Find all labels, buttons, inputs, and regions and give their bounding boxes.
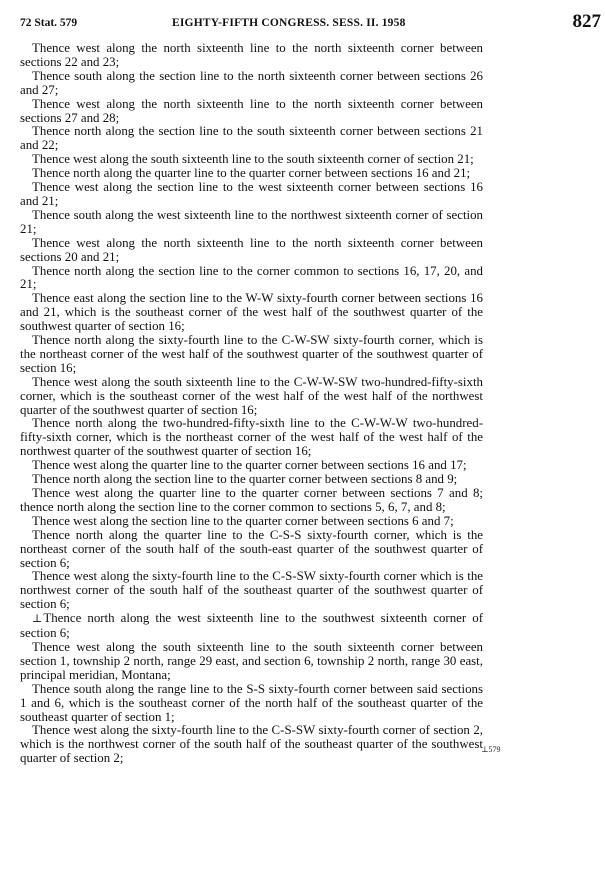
paragraph: Thence west along the section line to the west sixteenth corner between sections 16 and 21;	[20, 180, 483, 208]
page-break-marker: ⊥	[32, 613, 43, 626]
paragraph: Thence west along the quarter line to the quarter corner between sections 16 and 17;	[32, 458, 467, 473]
statute-reference: 72 Stat. 579	[20, 17, 78, 29]
margin-page-reference: ⊥579	[481, 745, 501, 754]
paragraph: Thence east along the section line to the W-W sixty-fourth corner between sections 16 and 21, which is the southeast corner of the west half of the southwest quarter of the southwest quarter of section 16;	[20, 291, 483, 334]
paragraph: Thence north along the section line to the quarter corner between sections 8 and 9;	[32, 472, 458, 487]
paragraph: Thence west along the north sixteenth line to the north sixteenth corner between sections 22 and 23;	[20, 41, 483, 69]
paragraph: Thence west along the quarter line to the quarter corner between sections 7 and 8; thence north along the section line to the corner common to sections 5, 6, 7, and 8;	[20, 486, 483, 514]
paragraph: Thence north along the quarter line to the quarter corner between sections 16 and 21;	[32, 166, 471, 181]
paragraph: Thence north along the section line to the south sixteenth corner between sections 21 and 22;	[20, 124, 483, 153]
paragraph: Thence south along the range line to the S-S sixty-fourth corner between said sections 1 and 6, which is the southeast corner of the north half of the southeast quarter of the southeast quarter of section 1;	[20, 681, 483, 724]
paragraph: Thence north along the section line to the corner common to sections 16, 17, 20, and 21;	[20, 263, 483, 292]
paragraph: Thence west along the south sixteenth line to the C-W-W-SW two-hundred-fifty-sixth corner, which is the southeast corner of the west half of the west half of the northwest quarter of the southwest quarter of section 16;	[20, 374, 483, 417]
paragraph: Thence west along the south sixteenth line to the south sixteenth corner of section 21;	[32, 152, 474, 167]
paragraph: Thence west along the north sixteenth line to the north sixteenth corner between sections 27 and 28;	[20, 96, 483, 125]
paragraph-text: Thence north along the west sixteenth line to the southwest sixteenth corner of section 6;	[20, 611, 483, 641]
body-text	[20, 42, 483, 766]
paragraph: Thence west along the section line to the quarter corner between sections 6 and 7;	[32, 513, 454, 528]
paragraph: Thence west along the north sixteenth line to the north sixteenth corner between sections 20 and 21;	[20, 235, 483, 264]
page-header	[0, 0, 605, 40]
paragraph: Thence west along the sixty-fourth line to the C-S-SW sixty-fourth corner of section 2, which is the northwest corner of the south half of the southeast quarter of the southwest quarter of section 2;	[20, 723, 483, 766]
paragraph: Thence north along the quarter line to the C-S-S sixty-fourth corner, which is the northeast corner of the south half of the south-east quarter of the southwest quarter of section 6;	[20, 527, 483, 570]
paragraph: Thence west along the sixty-fourth line to the C-S-SW sixty-fourth corner which is the northwest corner of the south half of the southeast quarter of the southwest quarter of section 6;	[20, 569, 483, 612]
running-title: EIGHTY-FIFTH CONGRESS. SESS. II. 1958	[172, 17, 406, 29]
paragraph: Thence north along the two-hundred-fifty-sixth line to the C-W-W-W two-hundred-fifty-sixth corner, which is the northeast corner of the west half of the west half of the northwest quarter of the southwest quarter of section 16;	[20, 416, 483, 459]
paragraph: Thence west along the south sixteenth line to the south sixteenth corner between section 1, township 2 north, range 29 east, and section 6, township 2 north, range 30 east, principal meridian, Montana;	[20, 639, 483, 682]
paragraph: Thence south along the west sixteenth line to the northwest sixteenth corner of section 21;	[20, 207, 483, 236]
page-number: 827	[572, 11, 601, 32]
paragraph: Thence south along the section line to the north sixteenth corner between sections 26 and 27;	[20, 68, 483, 97]
paragraph-with-marker	[20, 612, 483, 641]
paragraph: Thence north along the sixty-fourth line to the C-W-SW sixty-fourth corner, which is the northeast corner of the west half of the southwest quarter of the southwest quarter of section 16;	[20, 333, 483, 375]
